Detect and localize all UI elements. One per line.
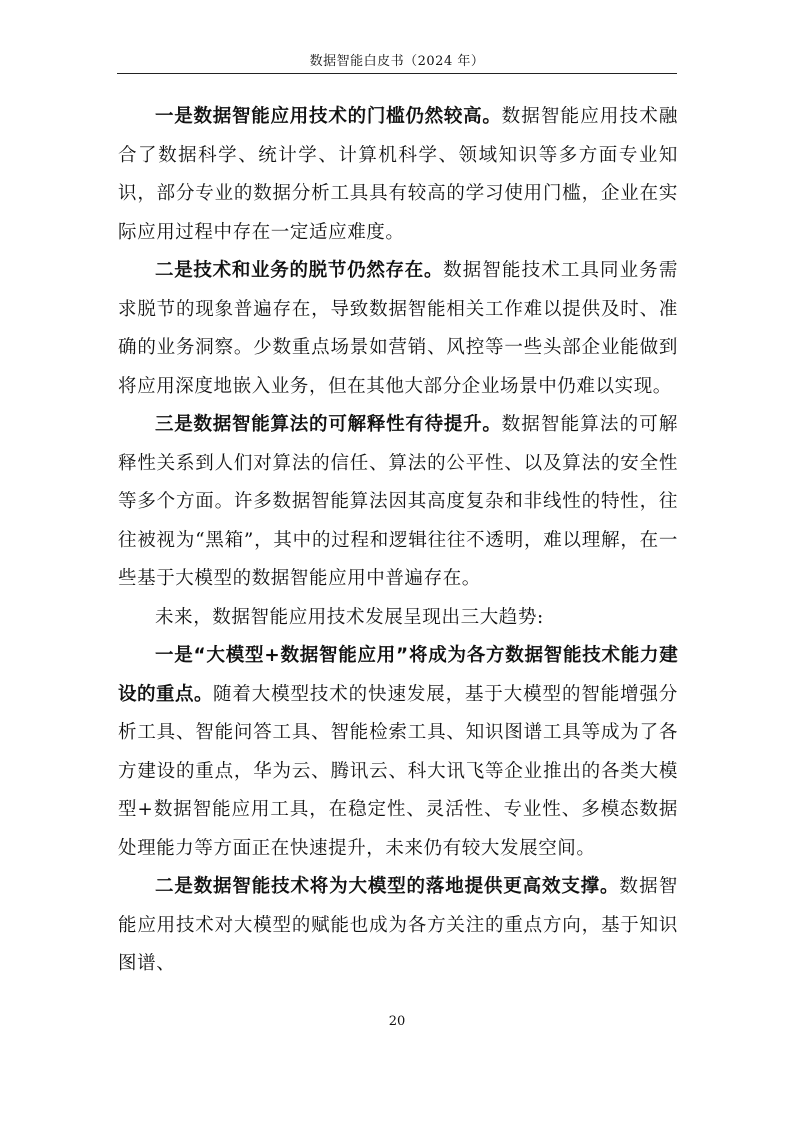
paragraph-challenge-2 (118, 252, 678, 406)
paragraph-challenge-3 (118, 406, 678, 599)
paragraph-lead: 一是“大模型+数据智能应用”将成为各方数据智能技术能力建设的重点。 (118, 645, 678, 705)
paragraph-text: 随着大模型技术的快速发展，基于大模型的智能增强分析工具、智能问答工具、智能检索工具、知识图谱工具等成为了各方建设的重点，华为云、腾讯云、科大讯飞等企业推出的各类大模型+数据智能应用工具，在稳定性、灵活性、专业性、多模态数据处理能力等方面正在快速提升，未来仍有较大发展空间。 (118, 683, 678, 859)
paragraph-trends-intro (118, 599, 678, 638)
header-divider (117, 73, 677, 74)
paragraph-text: 数据智能应用技术对大模型的赋能也成为各方关注的重点方向，基于知识图谱、 (118, 876, 678, 974)
paragraph-lead: 一是数据智能应用技术的门槛仍然较高。 (155, 106, 502, 127)
paragraph-text: 数据智能算法的可解释性关系到人们对算法的信任、算法的公平性、以及算法的安全性等多个方面。许多数据智能算法因其高度复杂和非线性的特性，往往被视为“黑箱”，其中的过程和逻辑往往不透明，难以理解，在一些基于大模型的数据智能应用中普遍存在。 (118, 414, 678, 589)
paragraph-text: 数据智能应用技术融合了数据科学、统计学、计算机科学、领域知识等多方面专业知识，部分专业的数据分析工具具有较高的学习使用门槛，企业在实际应用过程中存在一定适应难度。 (118, 106, 678, 243)
page-number: 20 (388, 1014, 406, 1029)
paragraph-lead: 二是技术和业务的脱节仍然存在。 (155, 260, 444, 281)
paragraph-lead: 三是数据智能算法的可解释性有待提升。 (155, 414, 502, 435)
running-header-title: 数据智能白皮书（2024 年） (309, 54, 485, 69)
paragraph-text: 数据智能技术工具同业务需求脱节的现象普遍存在，导致数据智能相关工作难以提供及时、准确的业务洞察。少数重点场景如营销、风控等一些头部企业能做到将应用深度地嵌入业务，但在其他大部分企业场景中仍难以实现。 (118, 260, 678, 397)
paragraph-challenge-1 (118, 98, 678, 252)
paragraph-trend-1 (118, 637, 678, 868)
paragraph-lead: 二是数据智能技术将为大模型的落地提供更高效支撑。 (155, 876, 620, 897)
paragraph-trend-2 (118, 868, 678, 984)
paragraph-text: 未来，数据智能应用技术发展呈现出三大趋势: (155, 606, 544, 628)
document-body (118, 98, 678, 984)
